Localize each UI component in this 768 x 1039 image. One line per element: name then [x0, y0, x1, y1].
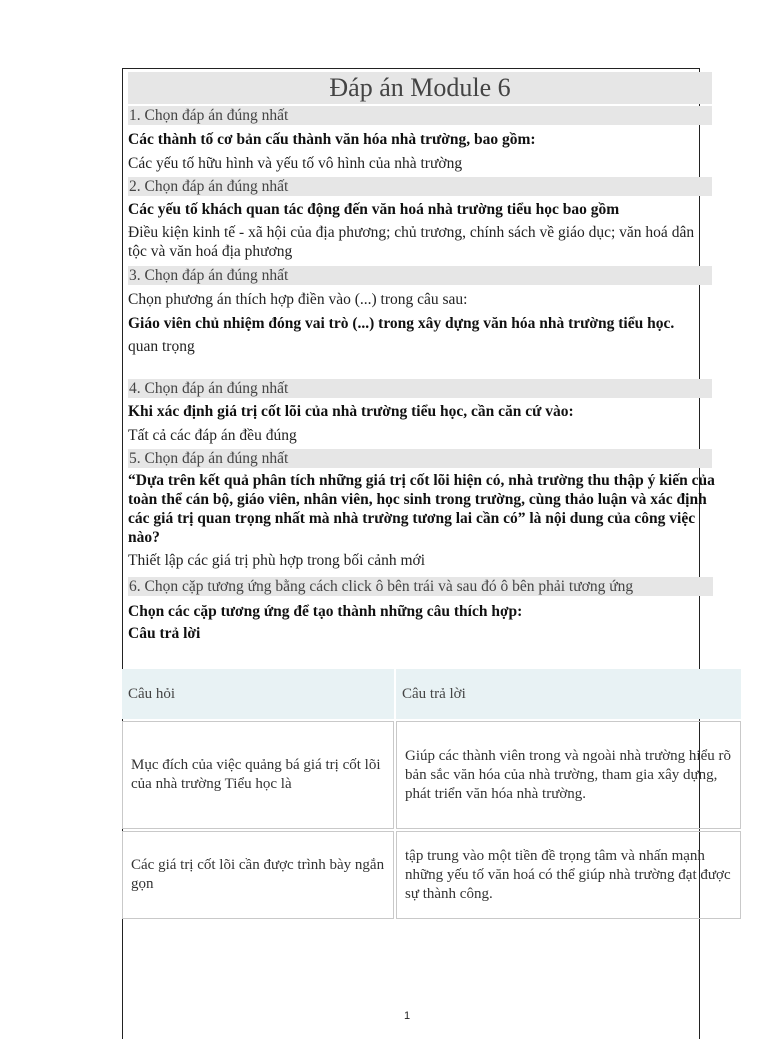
page-number: 1 [404, 1010, 411, 1022]
question-3-text: Giáo viên chủ nhiệm đóng vai trò (...) trong xây dựng văn hóa nhà trường tiểu học. [128, 315, 675, 332]
question-3-head: 3. Chọn đáp án đúng nhất [128, 266, 712, 285]
question-1-answer: Các yếu tố hữu hình và yếu tố vô hình của nhà trường [128, 155, 463, 172]
question-1 [128, 106, 712, 173]
table-row [122, 831, 741, 919]
question-3 [128, 266, 712, 356]
table-header-answer: Câu trả lời [396, 669, 741, 719]
question-1-text: Các thành tố cơ bản cấu thành văn hóa nhà trường, bao gồm: [128, 131, 536, 148]
table-cell-answer[interactable]: Giúp các thành viên trong và ngoài nhà trường hiểu rõ bản sắc văn hóa của nhà trường, tham gia xây dựng, phát triển văn hóa nhà trường. [396, 721, 741, 829]
question-5-answer: Thiết lập các giá trị phù hợp trong bối cảnh mới [128, 552, 426, 569]
question-3-answer: quan trọng [128, 338, 195, 355]
question-5 [128, 449, 715, 570]
question-2-answer: Điều kiện kinh tế - xã hội của địa phương; chủ trương, chính sách về giáo dục; văn hoá dân tộc và văn hoá địa phương [128, 224, 695, 260]
question-2-text: Các yếu tố khách quan tác động đến văn hoá nhà trường tiểu học bao gồm [128, 201, 620, 218]
question-6 [128, 577, 712, 643]
table-cell-question[interactable]: Mục đích của việc quảng bá giá trị cốt lõi của nhà trường Tiểu học là [122, 721, 394, 829]
question-1-head: 1. Chọn đáp án đúng nhất [128, 106, 712, 125]
question-4-head: 4. Chọn đáp án đúng nhất [128, 379, 712, 398]
question-6-head: 6. Chọn cặp tương ứng bằng cách click ô bên trái và sau đó ô bên phải tương ứng [128, 577, 713, 596]
table-cell-answer[interactable]: tập trung vào một tiền đề trọng tâm và nhấn mạnh những yếu tố văn hoá có thể giúp nhà trường đạt được sự thành công. [396, 831, 741, 919]
question-5-text: “Dựa trên kết quả phân tích những giá trị cốt lõi hiện có, nhà trường thu thập ý kiến của toàn thể cán bộ, giáo viên, nhân viên, học sinh trong trường, cùng thảo luận và xác định các giá trị quan trọng nhất mà nhà trường tương lai cần có” là nội dung của công việc nào? [128, 472, 715, 546]
table-cell-question[interactable]: Các giá trị cốt lõi cần được trình bày ngắn gọn [122, 831, 394, 919]
question-6-answer-label: Câu trả lời [128, 625, 201, 642]
question-4-answer: Tất cả các đáp án đều đúng [128, 427, 297, 444]
question-2 [128, 177, 712, 261]
question-5-head: 5. Chọn đáp án đúng nhất [128, 449, 712, 468]
question-3-instruction: Chọn phương án thích hợp điền vào (...) trong câu sau: [128, 291, 468, 308]
table-header-question: Câu hỏi [122, 669, 394, 719]
question-6-text: Chọn các cặp tương ứng để tạo thành những câu thích hợp: [128, 603, 523, 620]
question-4 [128, 379, 712, 445]
page-title: Đáp án Module 6 [128, 72, 712, 104]
question-4-text: Khi xác định giá trị cốt lõi của nhà trường tiểu học, cần căn cứ vào: [128, 403, 574, 420]
table-row [122, 721, 741, 829]
question-2-head: 2. Chọn đáp án đúng nhất [128, 177, 712, 196]
matching-table [120, 667, 743, 921]
